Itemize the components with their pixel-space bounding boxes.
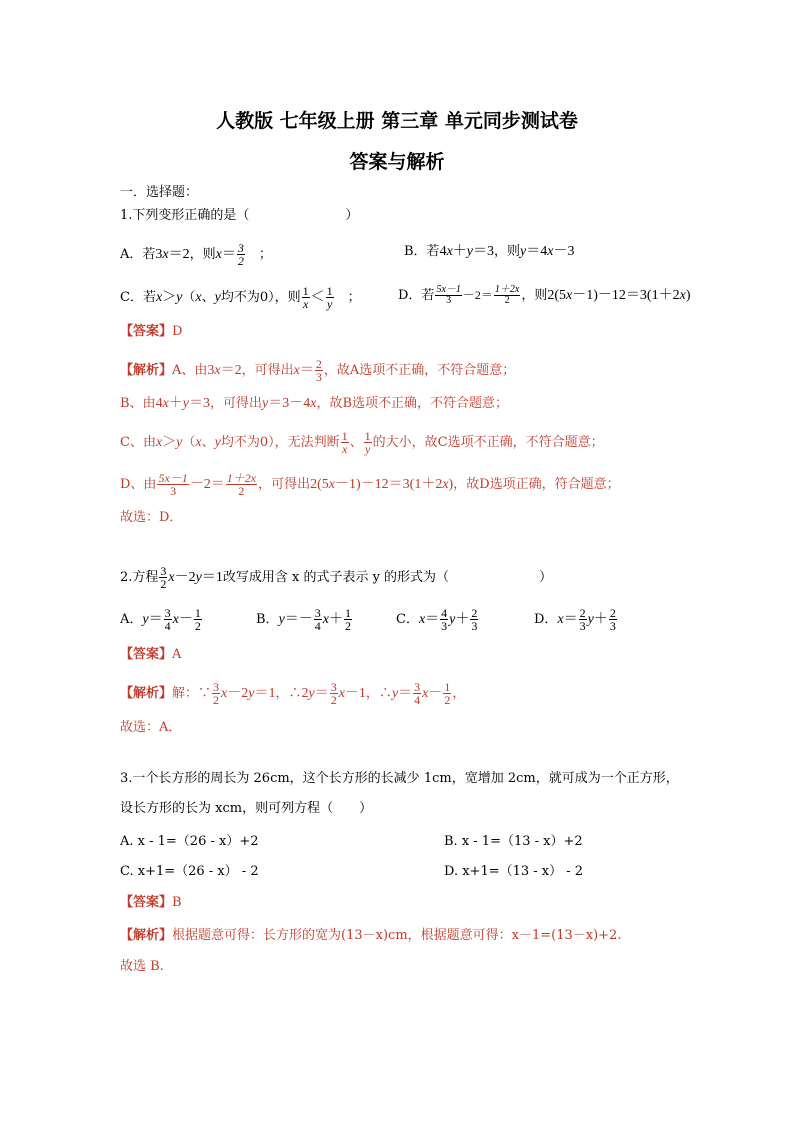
- q2-analysis: 【解析】解：∵ $\frac{3}{2}$ x－2y＝1，∴2y＝ $\frac{3}{2}$ x－1，∴y＝ $\frac{3}{4}$ x－ $\frac{1}{2}$ ，: [120, 680, 466, 707]
- doc-subtitle: 答案与解析: [349, 151, 445, 173]
- q3-option-b: B. x - 1=（13 - x）+2: [444, 834, 583, 849]
- q2-answer: 【答案】A: [120, 647, 182, 662]
- q3-stem-line1: 3.一个长方形的周长为 26cm，这个长方形的长减少 1cm，宽增加 2cm，就可成为一个正方形，: [120, 771, 679, 786]
- q3-stem-line2: 设长方形的长为 xcm，则可列方程（ ）: [120, 801, 373, 816]
- q3-option-a: A. x - 1=（26 - x）+2: [120, 834, 259, 849]
- section-heading: 一．选择题：: [120, 185, 199, 200]
- q3-option-d: D. x+1=（13 - x） - 2: [444, 864, 584, 879]
- q1-stem: 1.下列变形正确的是（ ）: [120, 208, 359, 223]
- q2-option-c: C．x＝ $\frac{4}{3}$ y＋ $\frac{2}{3}$: [396, 606, 478, 633]
- q3-conclusion: 故选 B.: [120, 959, 164, 974]
- q1-option-b: B．若4x＋y＝3，则y＝4x－3: [404, 244, 575, 259]
- q1-conclusion: 故选：D．: [120, 510, 183, 525]
- q1-option-d: D．若 $\frac{5x-1}{3}$ －2＝ $\frac{1+2x}{2}$ ，则2(5x－1)－12＝3(1＋2x): [398, 284, 691, 306]
- q3-analysis: 【解析】根据题意可得：长方形的宽为(13－x)cm，根据题意可得：x－1=(13－x)+2.: [120, 928, 622, 943]
- q1-answer: 【答案】D: [120, 324, 183, 339]
- q1-option-c: C．若x＞y（x、y均不为0），则 $\frac{1}{x}$ ＜ $\frac{1}{y}$ ；: [120, 284, 361, 311]
- q1-analysis-d: D、由 $\frac{5x-1}{3}$ －2＝ $\frac{1+2x}{2}$ ，可得出2(5x－1)－12＝3(1＋2x)，故D选项正确，符合题意；: [120, 471, 620, 498]
- q1-analysis-b: B、由4x＋y＝3，可得出y＝3－4x，故B选项不正确，不符合题意；: [120, 396, 509, 411]
- frac-3-2: $\frac{3}{2}$: [237, 241, 244, 268]
- q2-option-b: B．y＝－ $\frac{3}{4}$ x＋ $\frac{1}{2}$: [256, 606, 351, 633]
- q2-option-a: A．y＝ $\frac{3}{4}$ x－ $\frac{1}{2}$: [120, 606, 201, 633]
- q2-conclusion: 故选：A．: [120, 720, 182, 735]
- q1-analysis-c: C、由x＞y（x、y均不为0），无法判断 $\frac{1}{x}$ 、 $\frac{1}{y}$ 的大小，故C选项不正确，不符合题意；: [120, 429, 604, 456]
- q3-answer: 【答案】B: [120, 895, 182, 910]
- q1-analysis-a: 【解析】A、由3x＝2，可得出x＝ $\frac{2}{3}$ ，故A选项不正确，不符合题意；: [120, 357, 516, 384]
- q2-option-d: D．x＝ $\frac{2}{3}$ y＋ $\frac{2}{3}$: [534, 606, 616, 633]
- q3-option-c: C. x+1=（26 - x） - 2: [120, 864, 259, 879]
- q1-option-a: A．若3x＝2，则x＝ $\frac{3}{2}$ ；: [120, 241, 272, 268]
- doc-title: 人教版 七年级上册 第三章 单元同步测试卷: [216, 110, 578, 132]
- q2-stem: 2.方程 $\frac{3}{2}$ x－2y＝1改写成用含 x 的式子表示 y 的形式为（ ）: [120, 564, 553, 591]
